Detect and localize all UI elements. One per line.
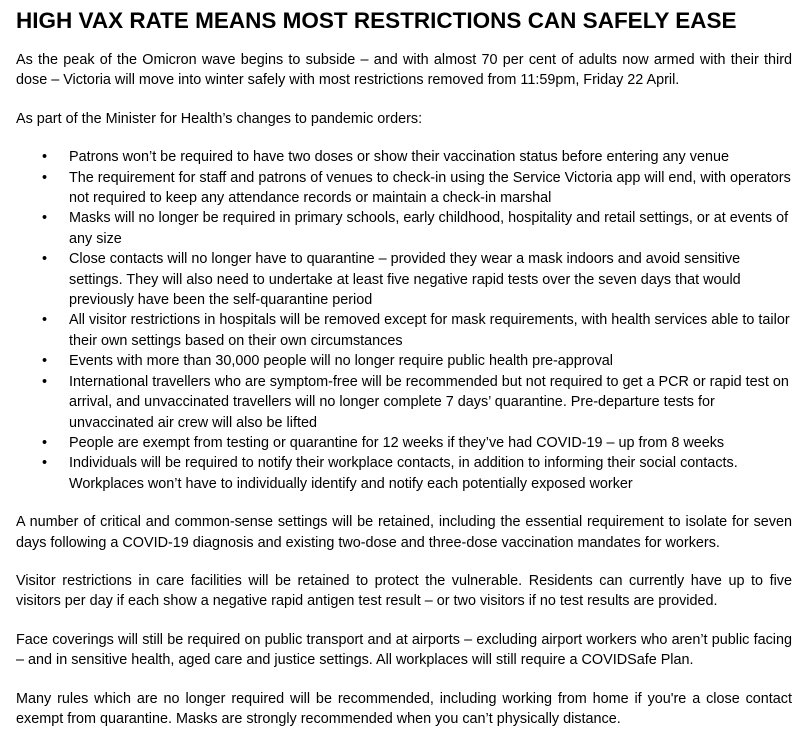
care-facilities-paragraph: Visitor restrictions in care facilities will be retained to protect the vulnerable. Residents can currently have up to five visitors per day if each show a negative rapid antigen test result – or two visitors if no test results are provided. [16, 572, 792, 610]
list-item [16, 168, 792, 209]
recommendations-paragraph: Many rules which are no longer required will be recommended, including working from home if you're a close contact exempt from quarantine. Masks are strongly recommended when you can’t physically distance. [16, 690, 792, 727]
list-item [16, 310, 792, 351]
list-item-text: Close contacts will no longer have to quarantine – provided they wear a mask indoors and avoid sensitive settings. They will also need to undertake at least five negative rapid tests over the seven days that would previously have been the self-quarantine period [69, 251, 741, 309]
list-item [16, 249, 792, 310]
list-item-text: International travellers who are symptom-free will be recommended but not required to get a PCR or rapid test on arrival, and unvaccinated travellers will no longer complete 7 days’ quarantine. Pre-departure tests for unvaccinated air crew will also be lifted [69, 373, 789, 431]
list-item [16, 372, 792, 433]
list-item [16, 433, 792, 453]
list-item-text: People are exempt from testing or quarantine for 12 weeks if they’ve had COVID-19 – up from 8 weeks [69, 434, 725, 451]
bullet-icon: • [42, 373, 48, 390]
face-coverings-paragraph: Face coverings will still be required on public transport and at airports – excluding airport workers who aren’t public facing – and in sensitive health, aged care and justice settings. All workplaces will still require a COVIDSafe Plan. [16, 631, 792, 669]
retained-settings-paragraph: A number of critical and common-sense settings will be retained, including the essential requirement to isolate for seven days following a COVID-19 diagnosis and existing two-dose and three-dose vaccination mandates for workers. [16, 514, 792, 551]
bullet-icon: • [42, 312, 48, 329]
bullet-icon: • [42, 434, 48, 451]
bullet-icon: • [42, 353, 48, 370]
list-item-text: Events with more than 30,000 people will no longer require public health pre-approval [69, 353, 613, 370]
list-item [16, 208, 792, 249]
document-title: HIGH VAX RATE MEANS MOST RESTRICTIONS CAN SAFELY EASE [16, 8, 737, 33]
bullet-icon: • [42, 149, 48, 166]
list-item-text: Individuals will be required to notify their workplace contacts, in addition to informing their social contacts. Workplaces won’t have to individually identify and notify each potentially exposed worker [69, 455, 738, 492]
list-item [16, 453, 792, 494]
bullet-icon: • [42, 455, 48, 472]
bullet-icon: • [42, 251, 48, 268]
bullet-icon: • [42, 210, 48, 227]
list-item-text: Patrons won’t be required to have two doses or show their vaccination status before entering any venue [69, 149, 729, 166]
intro-paragraph: As the peak of the Omicron wave begins to subside – and with almost 70 per cent of adults now armed with their third dose – Victoria will move into winter safely with most restrictions removed from 11:59pm, Friday 22 April. [16, 52, 792, 89]
list-item-text: Masks will no longer be required in primary schools, early childhood, hospitality and retail settings, or at events of any size [69, 210, 789, 247]
list-item-text: All visitor restrictions in hospitals will be removed except for mask requirements, with health services able to tailor their own settings based on their own circumstances [69, 312, 790, 349]
bullet-icon: • [42, 169, 48, 186]
lead-in-paragraph: As part of the Minister for Health’s changes to pandemic orders: [16, 110, 423, 127]
list-item-text: The requirement for staff and patrons of venues to check-in using the Service Victoria app will end, with operators not required to keep any attendance records or maintain a check-in marshal [69, 169, 791, 207]
list-item [16, 147, 792, 167]
list-item [16, 351, 792, 371]
changes-list [16, 147, 792, 494]
